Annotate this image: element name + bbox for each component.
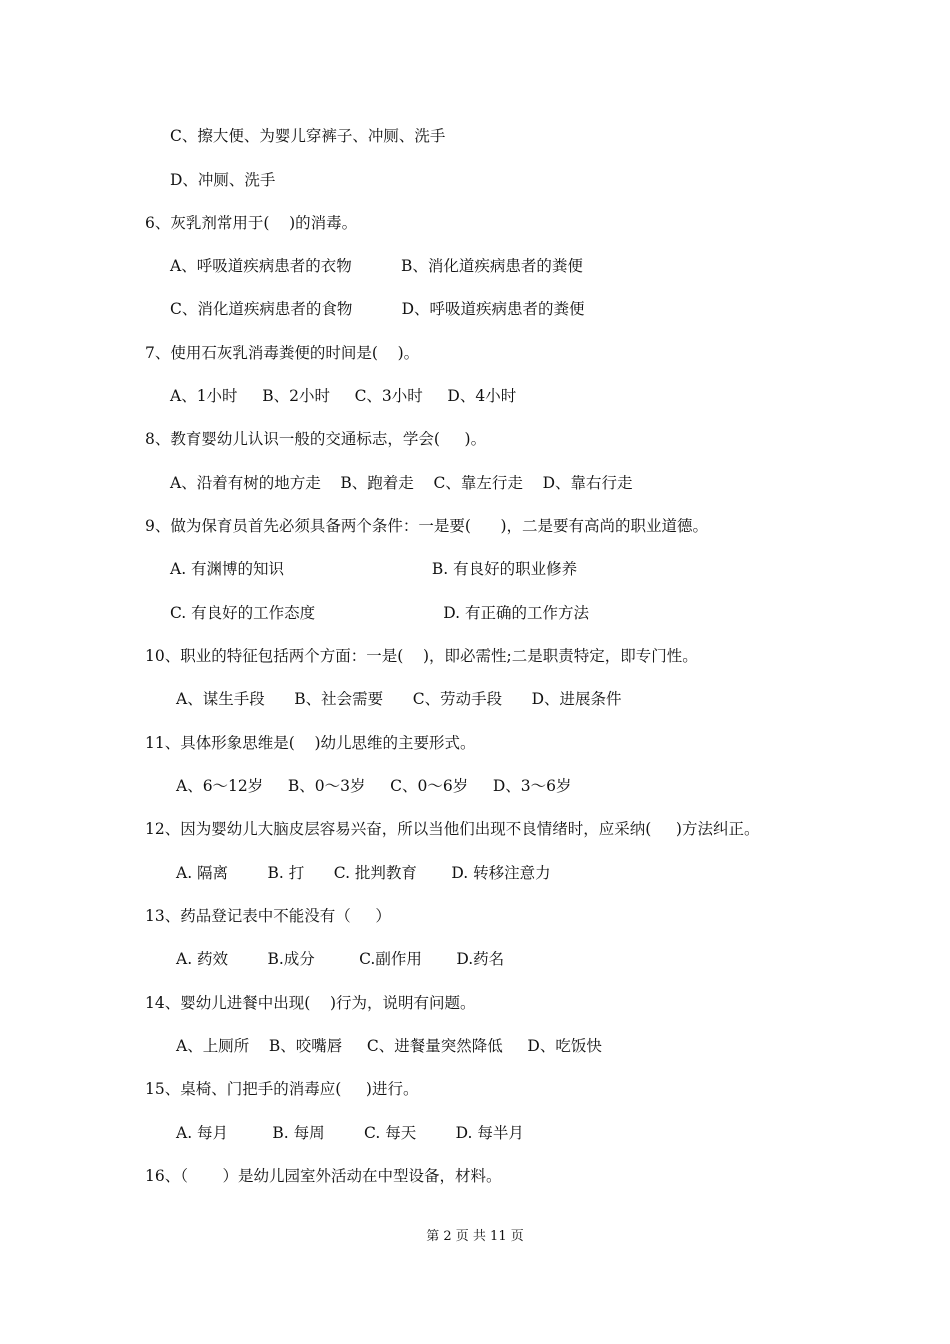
option-5c: C、擦大便、为婴儿穿裤子、冲厕、洗手 <box>170 127 446 145</box>
question-14: 14、婴幼儿进餐中出现( )行为，说明有问题。 <box>145 994 476 1012</box>
question-6: 6、灰乳剂常用于( )的消毒。 <box>145 214 358 232</box>
options-12: A. 隔离 B. 打 C. 批判教育 D. 转移注意力 <box>176 864 551 882</box>
options-9-cd: C. 有良好的工作态度 D. 有正确的工作方法 <box>170 604 589 622</box>
question-13: 13、药品登记表中不能没有（ ） <box>145 907 391 925</box>
options-10: A、谋生手段 B、社会需要 C、劳动手段 D、进展条件 <box>176 690 622 708</box>
question-7: 7、使用石灰乳消毒粪便的时间是( )。 <box>145 344 420 362</box>
question-10: 10、职业的特征包括两个方面：一是( )，即必需性;二是职责特定，即专门性。 <box>145 647 698 665</box>
options-9-ab: A. 有渊博的知识 B. 有良好的职业修养 <box>170 560 578 578</box>
question-8: 8、教育婴幼儿认识一般的交通标志，学会( )。 <box>145 430 487 448</box>
options-15: A. 每月 B. 每周 C. 每天 D. 每半月 <box>176 1124 524 1142</box>
options-13: A. 药效 B.成分 C.副作用 D.药名 <box>176 950 505 968</box>
page-footer: 第 2 页 共 11 页 <box>426 1229 524 1244</box>
question-9: 9、做为保育员首先必须具备两个条件：一是要( )，二是要有高尚的职业道德。 <box>145 517 709 535</box>
question-15: 15、桌椅、门把手的消毒应( )进行。 <box>145 1080 419 1098</box>
options-11: A、6～12岁 B、0～3岁 C、0～6岁 D、3～6岁 <box>176 777 572 795</box>
options-8: A、沿着有树的地方走 B、跑着走 C、靠左行走 D、靠右行走 <box>170 474 633 492</box>
options-7: A、1小时 B、2小时 C、3小时 D、4小时 <box>170 387 517 405</box>
options-6-cd: C、消化道疾病患者的食物 D、呼吸道疾病患者的粪便 <box>170 300 585 318</box>
question-11: 11、具体形象思维是( )幼儿思维的主要形式。 <box>145 734 476 752</box>
question-16: 16、（ ）是幼儿园室外活动在中型设备，材料。 <box>145 1167 502 1185</box>
options-6-ab: A、呼吸道疾病患者的衣物 B、消化道疾病患者的粪便 <box>170 257 583 275</box>
option-5d: D、冲厕、洗手 <box>170 171 276 189</box>
options-14: A、上厕所 B、咬嘴唇 C、进餐量突然降低 D、吃饭快 <box>176 1037 602 1055</box>
question-12: 12、因为婴幼儿大脑皮层容易兴奋，所以当他们出现不良情绪时，应采纳( )方法纠正。 <box>145 820 760 838</box>
